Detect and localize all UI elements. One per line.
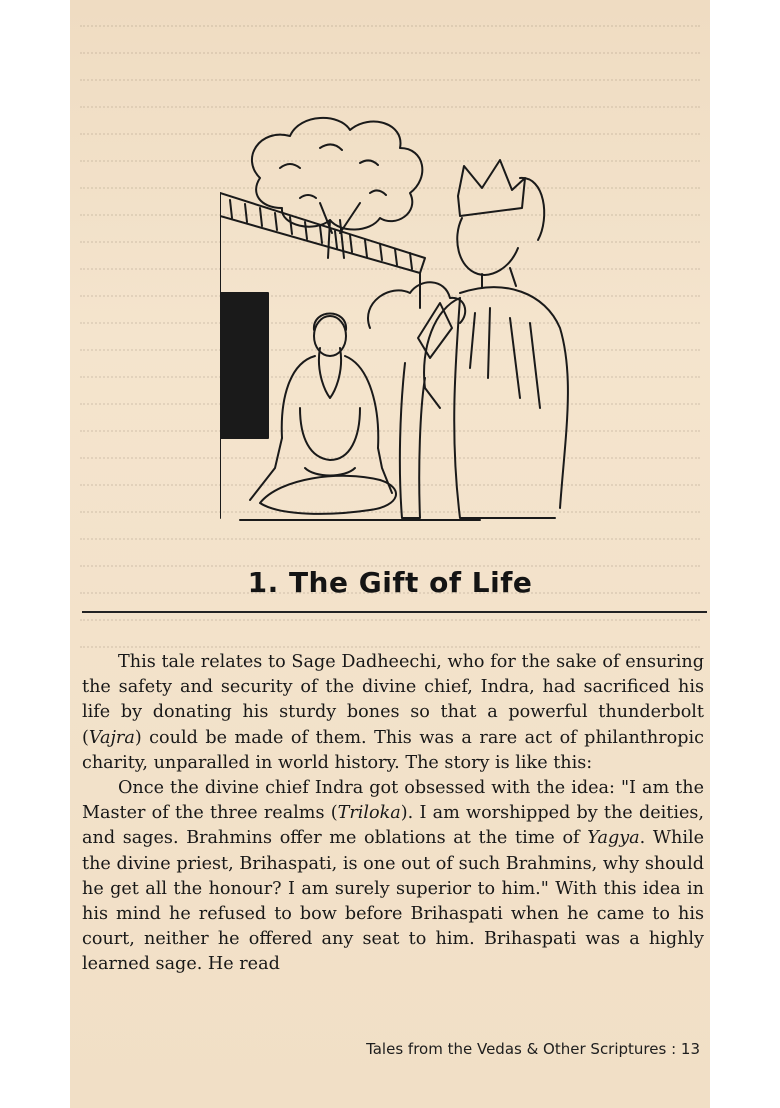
- thatched-roof: [220, 193, 425, 273]
- paragraph: Once the divine chief Indra got obsessed with the idea: "I am the Master of the three realms (Triloka). I am worshipped by the deities, and sages. Brahmins offer me oblations at the time of Yagya. While the divine priest, Brihaspati, is one out of such Brahmins, why should he get all the honour? I am surely superior to him." With this idea in his mind he refused to bow before Brihaspati when he came to his court, neither he offered any seat to him. Brihaspati was a highly learned sage. He read: [82, 778, 704, 975]
- paragraph: This tale relates to Sage Dadheechi, who for the sake of ensuring the safety and security of the divine chief, Indra, had sacrificed his life by donating his sturdy bones so that a powerful thunderbolt (Vajra) could be made of them. This was a rare act of philanthropic charity, unparalled in world history. The story is like this:: [82, 652, 704, 773]
- title-divider: [82, 611, 707, 613]
- seated-sage: [250, 314, 396, 514]
- hut-door: [220, 293, 268, 438]
- chapter-title: 1. The Gift of Life: [247, 566, 533, 599]
- book-page: [70, 0, 710, 1108]
- body-text: [82, 650, 704, 978]
- sage-and-indra-illustration: [220, 108, 600, 548]
- running-footer: Tales from the Vedas & Other Scriptures : 13: [366, 1040, 700, 1058]
- bushes: [368, 282, 465, 328]
- crown: [458, 160, 525, 216]
- standing-indra: [400, 160, 568, 518]
- tree-canopy: [252, 118, 422, 230]
